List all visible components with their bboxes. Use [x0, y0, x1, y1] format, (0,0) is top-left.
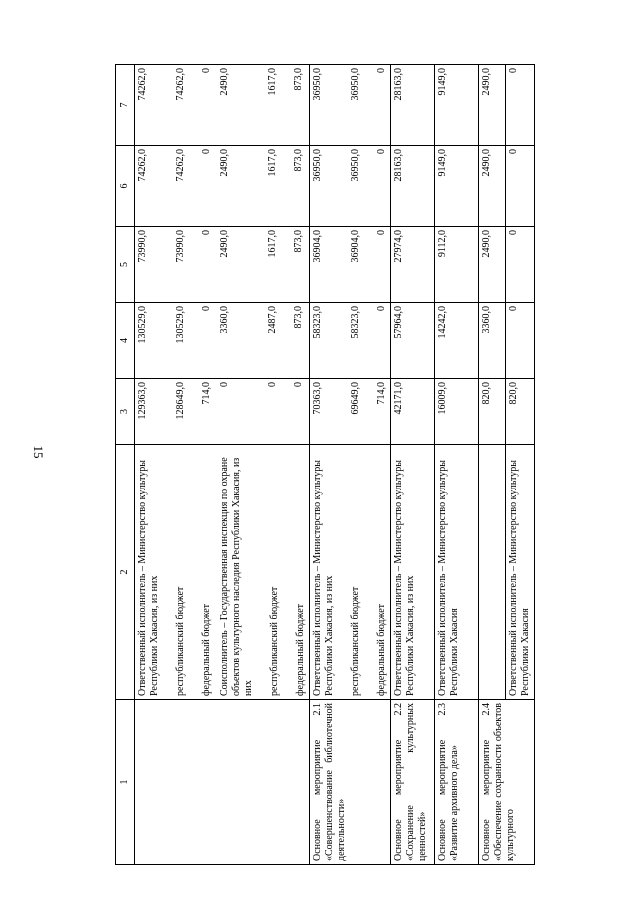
value: 130529,0: [175, 306, 186, 344]
value-cell: [135, 303, 310, 379]
executor-cell: [435, 445, 479, 700]
measure-cell: Основное мероприятие 2.4 «Обеспечение сохранности объектов культурного: [479, 700, 535, 865]
executor-line: федеральный бюджет: [201, 603, 212, 696]
value-cell: 9149,0: [435, 65, 479, 146]
value-cell: 9112,0: [435, 227, 479, 303]
value: 73990,0: [175, 230, 186, 263]
executor-line: федеральный бюджет: [376, 603, 387, 696]
value: 36904,0: [312, 230, 323, 263]
measure-cell: Основное мероприятие 2.1 «Совершенствование библиотечной деятельности»: [310, 700, 391, 865]
executor-line: Ответственный исполнитель – Министерство культуры Республики Хакасия, из них: [137, 460, 160, 696]
table-row: [391, 65, 435, 865]
executor-line: республиканский бюджет: [350, 586, 361, 696]
value: 74262,0: [137, 68, 148, 101]
value: 2490,0: [219, 68, 230, 96]
value: 130529,0: [137, 306, 148, 344]
column-header: 3: [116, 379, 135, 445]
value-cell: 3360,0: [479, 303, 506, 379]
value-cell: [310, 303, 391, 379]
value: 36950,0: [350, 68, 361, 101]
executor-line: Ответственный исполнитель – Министерство культуры Республики Хакасия, из них: [312, 460, 335, 696]
value-cell: 57964,0: [391, 303, 435, 379]
value: 74262,0: [175, 149, 186, 182]
value: 714,0: [201, 382, 212, 405]
value: 0: [267, 382, 278, 387]
table-row: [479, 65, 506, 865]
value-cell: 2490,0: [479, 65, 506, 146]
value-cell: 0: [506, 303, 535, 379]
value-cell: 14242,0: [435, 303, 479, 379]
table-row: [435, 65, 479, 865]
value: 74262,0: [175, 68, 186, 101]
header-row: [116, 65, 135, 865]
value: 74262,0: [137, 149, 148, 182]
value-cell: 0: [506, 65, 535, 146]
value-cell: [135, 65, 310, 146]
value-cell: [135, 227, 310, 303]
value-cell: [135, 379, 310, 445]
value-cell: 820,0: [506, 379, 535, 445]
value-cell: [135, 146, 310, 227]
value: 36950,0: [350, 149, 361, 182]
executor-line: федеральный бюджет: [295, 603, 306, 696]
value: 0: [201, 306, 212, 311]
value-cell: 9149,0: [435, 146, 479, 227]
value-cell: 27974,0: [391, 227, 435, 303]
value-cell: 28163,0: [391, 146, 435, 227]
value: 873,0: [293, 149, 304, 172]
column-header: 2: [116, 445, 135, 700]
value: 2490,0: [219, 149, 230, 177]
value-cell: 0: [506, 227, 535, 303]
executor-line: Ответственный исполнитель – Министерство культуры Республики Хакасия, из них: [393, 460, 416, 696]
value: 2487,0: [267, 306, 278, 334]
value-cell: 2490,0: [479, 146, 506, 227]
column-header: 4: [116, 303, 135, 379]
value: 129363,0: [137, 382, 148, 420]
executor-cell: [310, 445, 391, 700]
value: 58323,0: [350, 306, 361, 339]
executor-cell: [135, 445, 310, 700]
value: 36904,0: [350, 230, 361, 263]
value-cell: 42171,0: [391, 379, 435, 445]
value: 714,0: [376, 382, 387, 405]
rotated-table-wrapper: [115, 65, 580, 865]
column-header: 1: [116, 700, 135, 865]
page-number: 15: [31, 445, 46, 459]
measure-cell: Основное мероприятие 2.2 «Сохранение культурных ценностей»: [391, 700, 435, 865]
measure-cell: Основное мероприятие 2.3 «Развитие архивного дела»: [435, 700, 479, 865]
budget-table: [115, 64, 535, 865]
value: 0: [201, 68, 212, 73]
value-cell: [310, 65, 391, 146]
value-cell: [310, 227, 391, 303]
executor-cell: [391, 445, 435, 700]
value-cell: 820,0: [479, 379, 506, 445]
value: 36950,0: [312, 149, 323, 182]
value: 0: [376, 68, 387, 73]
value-cell: 0: [506, 146, 535, 227]
executor-cell: Ответственный исполнитель – Министерство культуры Республики Хакасия: [506, 445, 535, 700]
value: 0: [376, 306, 387, 311]
value: 69649,0: [350, 382, 361, 415]
table-row: [310, 65, 391, 865]
value: 128649,0: [175, 382, 186, 420]
column-header: 7: [116, 65, 135, 146]
executor-line: республиканский бюджет: [175, 586, 186, 696]
table-row: [135, 65, 310, 865]
executor-line: республиканский бюджет: [269, 586, 280, 696]
executor-cell: [479, 445, 506, 700]
measure-cell: [135, 700, 310, 865]
value: 0: [219, 382, 230, 387]
value: 70363,0: [312, 382, 323, 415]
value: 0: [293, 382, 304, 387]
value: 73990,0: [137, 230, 148, 263]
value: 0: [376, 149, 387, 154]
value: 0: [201, 230, 212, 235]
value: 1617,0: [267, 68, 278, 96]
value: 36950,0: [312, 68, 323, 101]
value: 3360,0: [219, 306, 230, 334]
value-cell: 28163,0: [391, 65, 435, 146]
value: 873,0: [293, 68, 304, 91]
value: 1617,0: [267, 230, 278, 258]
executor-line: Ответственный исполнитель – Министерство культуры Республики Хакасия: [437, 460, 460, 696]
value: 0: [376, 230, 387, 235]
value: 873,0: [293, 230, 304, 253]
value-cell: [310, 146, 391, 227]
value-cell: [310, 379, 391, 445]
value: 58323,0: [312, 306, 323, 339]
value-cell: 16009,0: [435, 379, 479, 445]
column-header: 5: [116, 227, 135, 303]
executor-line: Соисполнитель – Государственная инспекция по охране объектов культурного наследия Республики Хакасия, из них: [219, 457, 254, 696]
value: 2490,0: [219, 230, 230, 258]
value: 0: [201, 149, 212, 154]
value: 1617,0: [267, 149, 278, 177]
value: 873,0: [293, 306, 304, 329]
value-cell: 2490,0: [479, 227, 506, 303]
column-header: 6: [116, 146, 135, 227]
